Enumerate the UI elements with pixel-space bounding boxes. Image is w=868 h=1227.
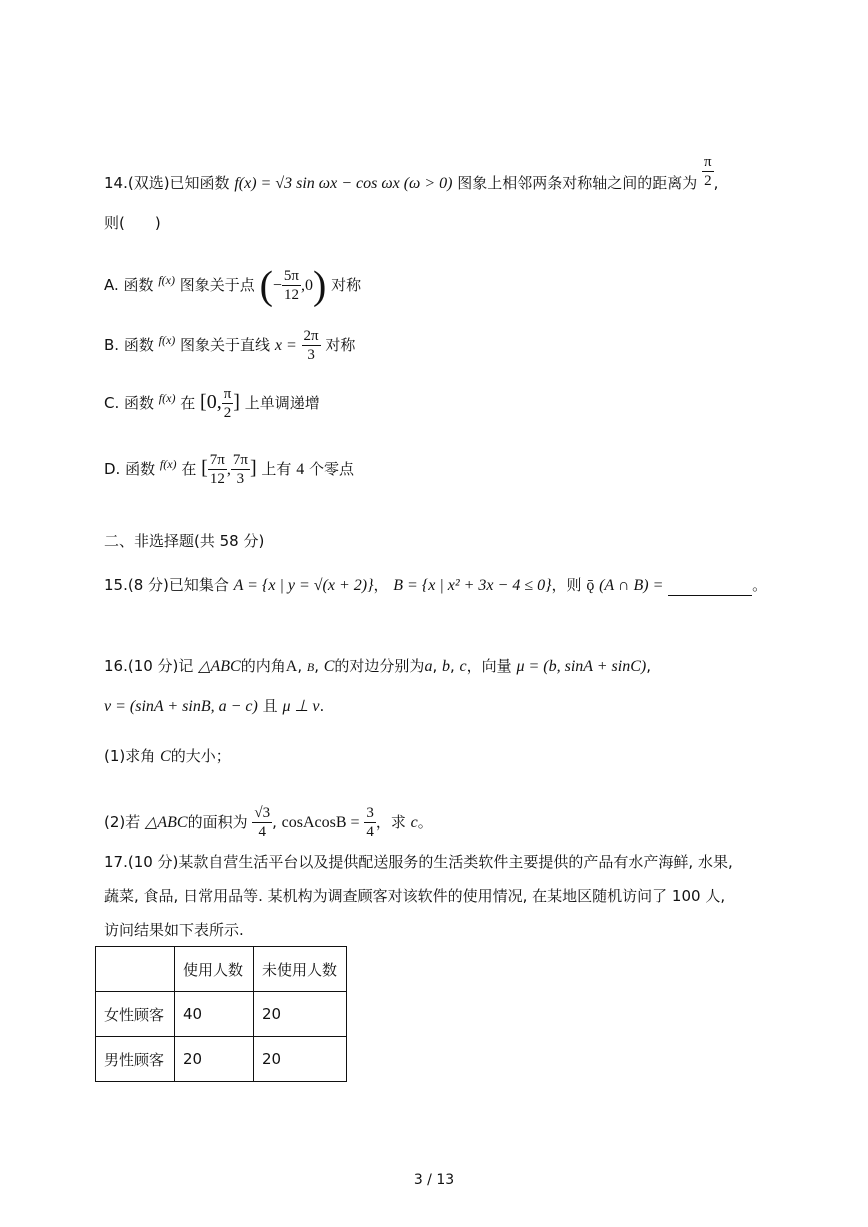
q14-option-b: B. 函数 $^{f(x)}$ 图象关于直线 x = $\frac{2\pi}{3}$ 对称 — [104, 328, 356, 363]
table-header-cell: 使用人数 — [175, 947, 254, 992]
q14-function: f(x) = √3 sin ωx − cos ωx (ω > 0) — [234, 175, 453, 192]
q15-answer-blank — [668, 579, 752, 596]
q14-option-a: A. 函数 $^{f(x)}$ 图象关于点 (− $\frac{5\pi}{12}$ ,0) 对称 — [104, 262, 362, 308]
q17-line-1: 17.(10 分)某款自营生活平台以及提供配送服务的生活类软件主要提供的产品有水产海鲜, 水果, — [104, 853, 733, 871]
q14-period-fraction: $\frac{\pi}{2}$ — [704, 154, 712, 189]
table-row — [96, 1037, 347, 1082]
q14-stem-middle: 图象上相邻两条对称轴之间的距离为 — [457, 174, 698, 192]
table-cell: 20 — [254, 1037, 347, 1082]
q16-area-fraction: $\frac{√3}{4}$ — [254, 805, 271, 840]
q14-prefix: 14.(双选)已知函数 — [104, 174, 230, 192]
section-2-title: 二、非选择题(共 58 分) — [104, 532, 265, 550]
table-header-row — [96, 947, 347, 992]
q16-stem-2: v = (sinA + sinB, a − c) 且 μ ⊥ v. — [104, 697, 325, 715]
table-row — [96, 992, 347, 1037]
q16-part-2: (2)若 △ABC的面积为 $\frac{√3}{4}$ , cosAcosB = $\frac{3}{4}$ ，求 c。 — [104, 805, 433, 840]
q15: 15.(8 分)已知集合 A = {x | y = √(x + 2)}， B = {x | x² + 3x − 4 ≤ 0}，则 ǭ (A ∩ B) = 。 — [104, 576, 768, 594]
q14-stem: 14.(双选)已知函数 f(x) = √3 sin ωx − cos ωx (ω > 0) 图象上相邻两条对称轴之间的距离为 $\frac{\pi}{2}$ , — [104, 154, 719, 192]
q14-option-d: D. 函数 $^{f(x)}$ 在 [ $\frac{7\pi}{12}$ , $\frac{7\pi}{3}$ ] 上有 4 个零点 — [104, 452, 354, 487]
q14-d-fraction-1: $\frac{7\pi}{12}$ — [209, 452, 225, 487]
q15-set-a: A = {x | y = √(x + 2)} — [233, 577, 374, 594]
q16-cos-fraction: $\frac{3}{4}$ — [366, 805, 374, 840]
table-row-label: 男性顾客 — [96, 1037, 175, 1082]
q14-then: 则( ) — [104, 214, 161, 232]
q16-part-1: (1)求角 C的大小； — [104, 747, 231, 765]
table-row-label: 女性顾客 — [96, 992, 175, 1037]
q14-option-c: C. 函数 $^{f(x)}$ 在 [0, $\frac{\pi}{2}$ ] 上单调递增 — [104, 386, 320, 421]
q16-vector-mu: μ = (b, sinA + sinC) — [516, 658, 647, 675]
table-cell — [96, 947, 175, 992]
table-cell: 40 — [175, 992, 254, 1037]
q15-set-b: B = {x | x² + 3x − 4 ≤ 0} — [393, 577, 552, 594]
q17-line-3: 访问结果如下表所示. — [104, 921, 244, 939]
q16-vector-v: v = (sinA + sinB, a − c) — [104, 698, 258, 715]
q14-b-fraction: $\frac{2\pi}{3}$ — [303, 328, 319, 363]
q17-table — [95, 946, 347, 1082]
q16-stem: 16.(10 分)记 △ABC的内角A, B, C的对边分别为a, b, c，向量 μ = (b, sinA + sinC), — [104, 657, 651, 675]
page-number: 3 / 13 — [413, 1172, 455, 1188]
table-header-cell: 未使用人数 — [254, 947, 347, 992]
q14-a-fraction: $\frac{5\pi}{12}$ — [283, 268, 299, 303]
q14-d-fraction-2: $\frac{7\pi}{3}$ — [232, 452, 248, 487]
table-cell: 20 — [254, 992, 347, 1037]
q17-line-2: 蔬菜, 食品, 日常用品等. 某机构为调查顾客对该软件的使用情况, 在某地区随机访问了 100 人, — [104, 887, 726, 905]
table-cell: 20 — [175, 1037, 254, 1082]
q14-c-fraction: $\frac{\pi}{2}$ — [223, 386, 232, 421]
